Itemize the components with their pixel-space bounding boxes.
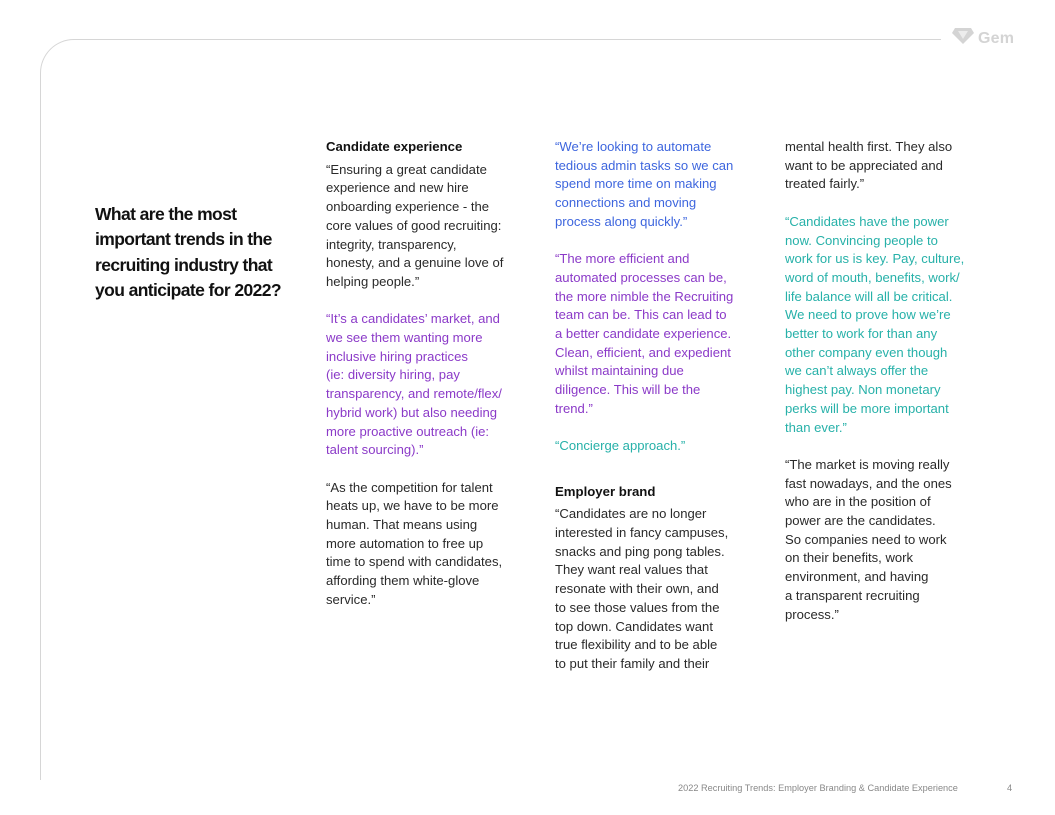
column-2 xyxy=(555,138,755,692)
quote: “Candidates are no longer interested in fancy campuses, snacks and ping pong tables. They want real values that resonate with their own, and to see those values from the top down. Candidates want true flexibility and to be able to put their family and their xyxy=(555,506,729,671)
section-heading-employer-brand: Employer brand xyxy=(555,483,656,499)
quote: “Candidates have the power now. Convincing people to work for us is key. Pay, culture, word of mouth, benefits, work/ life balance will all be critical. We need to prove how we’re better to work for than any other company even though we can’t always offer the highest pay. Non monetary perks will be more important than ever.” xyxy=(785,213,965,435)
column-1 xyxy=(326,138,526,628)
brand-logo-text: Gem xyxy=(978,29,1015,47)
footer-title: 2022 Recruiting Trends: Employer Branding & Candidate Experience xyxy=(678,783,958,793)
quote-continued: mental health first. They also want to be appreciated and treated fairly.” xyxy=(785,139,953,192)
quote: “Ensuring a great candidate experience and new hire onboarding experience - the core values of good recruiting: integrity, transparency, honesty, and a genuine love of helping people.” xyxy=(326,161,504,289)
gem-icon xyxy=(951,27,975,50)
quote: “It’s a candidates’ market, and we see them wanting more inclusive hiring practices (ie: diversity hiring, pay transparency, and remote/flex/ hybrid work) but also needing more proactive outreach (ie: talent sourcing).” xyxy=(326,311,502,458)
page-headline: What are the most important trends in the recruiting industry that you anticipate for 2022? xyxy=(95,204,281,300)
right-margin xyxy=(1043,0,1055,815)
page-number: 4 xyxy=(1007,783,1013,793)
quote: “As the competition for talent heats up, we have to be more human. That means using more automation to free up time to spend with candidates, affording them white-glove service.” xyxy=(326,479,503,607)
page-frame-top-rule xyxy=(74,39,926,40)
quote: “The market is moving really fast nowadays, and the ones who are in the position of power are the candidates. So companies need to work on their benefits, work environment, and having a transparent recruiting process.” xyxy=(785,456,952,622)
quote: “The more efficient and automated processes can be, the more nimble the Recruiting team can be. This can lead to a better candidate experience. Clean, efficient, and expedient whilst maintaining due diligence. This will be the trend.” xyxy=(555,251,734,416)
column-3 xyxy=(785,138,985,643)
quote: “We’re looking to automate tedious admin tasks so we can spend more time on making connections and moving process along quickly.” xyxy=(555,139,734,229)
section-heading-candidate-experience: Candidate experience xyxy=(326,139,463,154)
brand-logo xyxy=(951,27,1014,50)
quote: “Concierge approach.” xyxy=(555,438,686,454)
